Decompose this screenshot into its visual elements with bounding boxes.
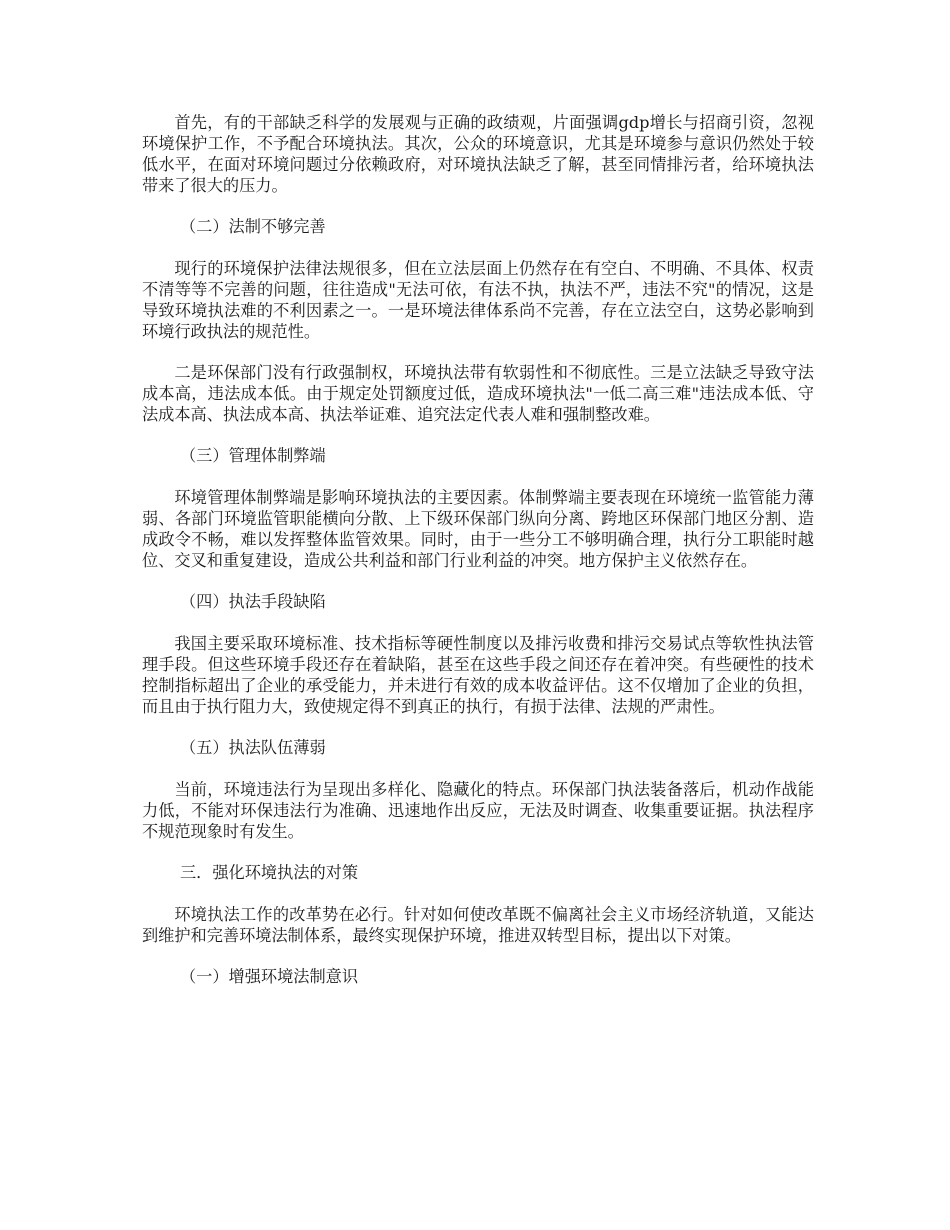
chapter-heading-3: 三．强化环境执法的对策 <box>180 863 359 882</box>
paragraph-4: 二是环保部门没有行政强制权，环境执法带有软弱性和不彻底性。三是立法缺乏导致守法成本高，违法成本低。由于规定处罚额度过低，造成环境执法"一低二高三难"违法成本低、守法成本高、执法成本高、执法举证难、追究法定代表人难和强制整改难。 <box>142 363 814 424</box>
paragraph-1: 首先，有的干部缺乏科学的发展观与正确的政绩观，片面强调gdp增长与招商引资，忽视环境保护工作，不予配合环境执法。其次，公众的环境意识，尤其是环境参与意识仍然处于较低水平，在面对环境问题过分依赖政府，对环境执法缺乏了解，甚至同情排污者，给环境执法带来了很大的压力。 <box>142 113 814 195</box>
section-heading-3: （三）管理体制弊端 <box>180 446 326 465</box>
section-heading-2: （二）法制不够完善 <box>180 217 326 236</box>
section-heading-5: （五）执法队伍薄弱 <box>180 738 326 757</box>
paragraph-3: 现行的环境保护法律法规很多，但在立法层面上仍然存在有空白、不明确、不具体、权责不清等等不完善的问题，往往造成"无法可依，有法不执，执法不严，违法不究"的情况，这是导致环境执法难的不利因素之一。一是环境法律体系尚不完善，存在立法空白，这势必影响到环境行政执法的规范性。 <box>142 259 814 341</box>
paragraph-12: 环境执法工作的改革势在必行。针对如何使改革既不偏离社会主义市场经济轨道，又能达到维护和完善环境法制体系，最终实现保护环境，推进双转型目标，提出以下对策。 <box>142 905 814 945</box>
paragraph-10: 当前，环境违法行为呈现出多样化、隐藏化的特点。环保部门执法装备落后，机动作战能力低，不能对环保违法行为准确、迅速地作出反应，无法及时调查、收集重要证据。执法程序不规范现象时有发生。 <box>142 780 814 841</box>
paragraph-6: 环境管理体制弊端是影响环境执法的主要因素。体制弊端主要表现在环境统一监管能力薄弱、各部门环境监管职能横向分散、上下级环保部门纵向分离、跨地区环保部门地区分割、造成政令不畅，难以发挥整体监管效果。同时，由于一些分工不够明确合理，执行分工职能时越位、交叉和重复建设，造成公共利益和部门行业利益的冲突。地方保护主义依然存在。 <box>142 488 814 570</box>
section-heading-1: （一）增强环境法制意识 <box>180 967 359 986</box>
section-heading-4: （四）执法手段缺陷 <box>180 592 326 611</box>
document-body <box>142 112 814 1008</box>
paragraph-8: 我国主要采取环境标准、技术指标等硬性制度以及排污收费和排污交易试点等软性执法管理手段。但这些环境手段还存在着缺陷，甚至在这些手段之间还存在着冲突。有些硬性的技术控制指标超出了企业的承受能力，并未进行有效的成本收益评估。这不仅增加了企业的负担，而且由于执行阻力大，致使规定得不到真正的执行，有损于法律、法规的严肃性。 <box>142 634 814 716</box>
